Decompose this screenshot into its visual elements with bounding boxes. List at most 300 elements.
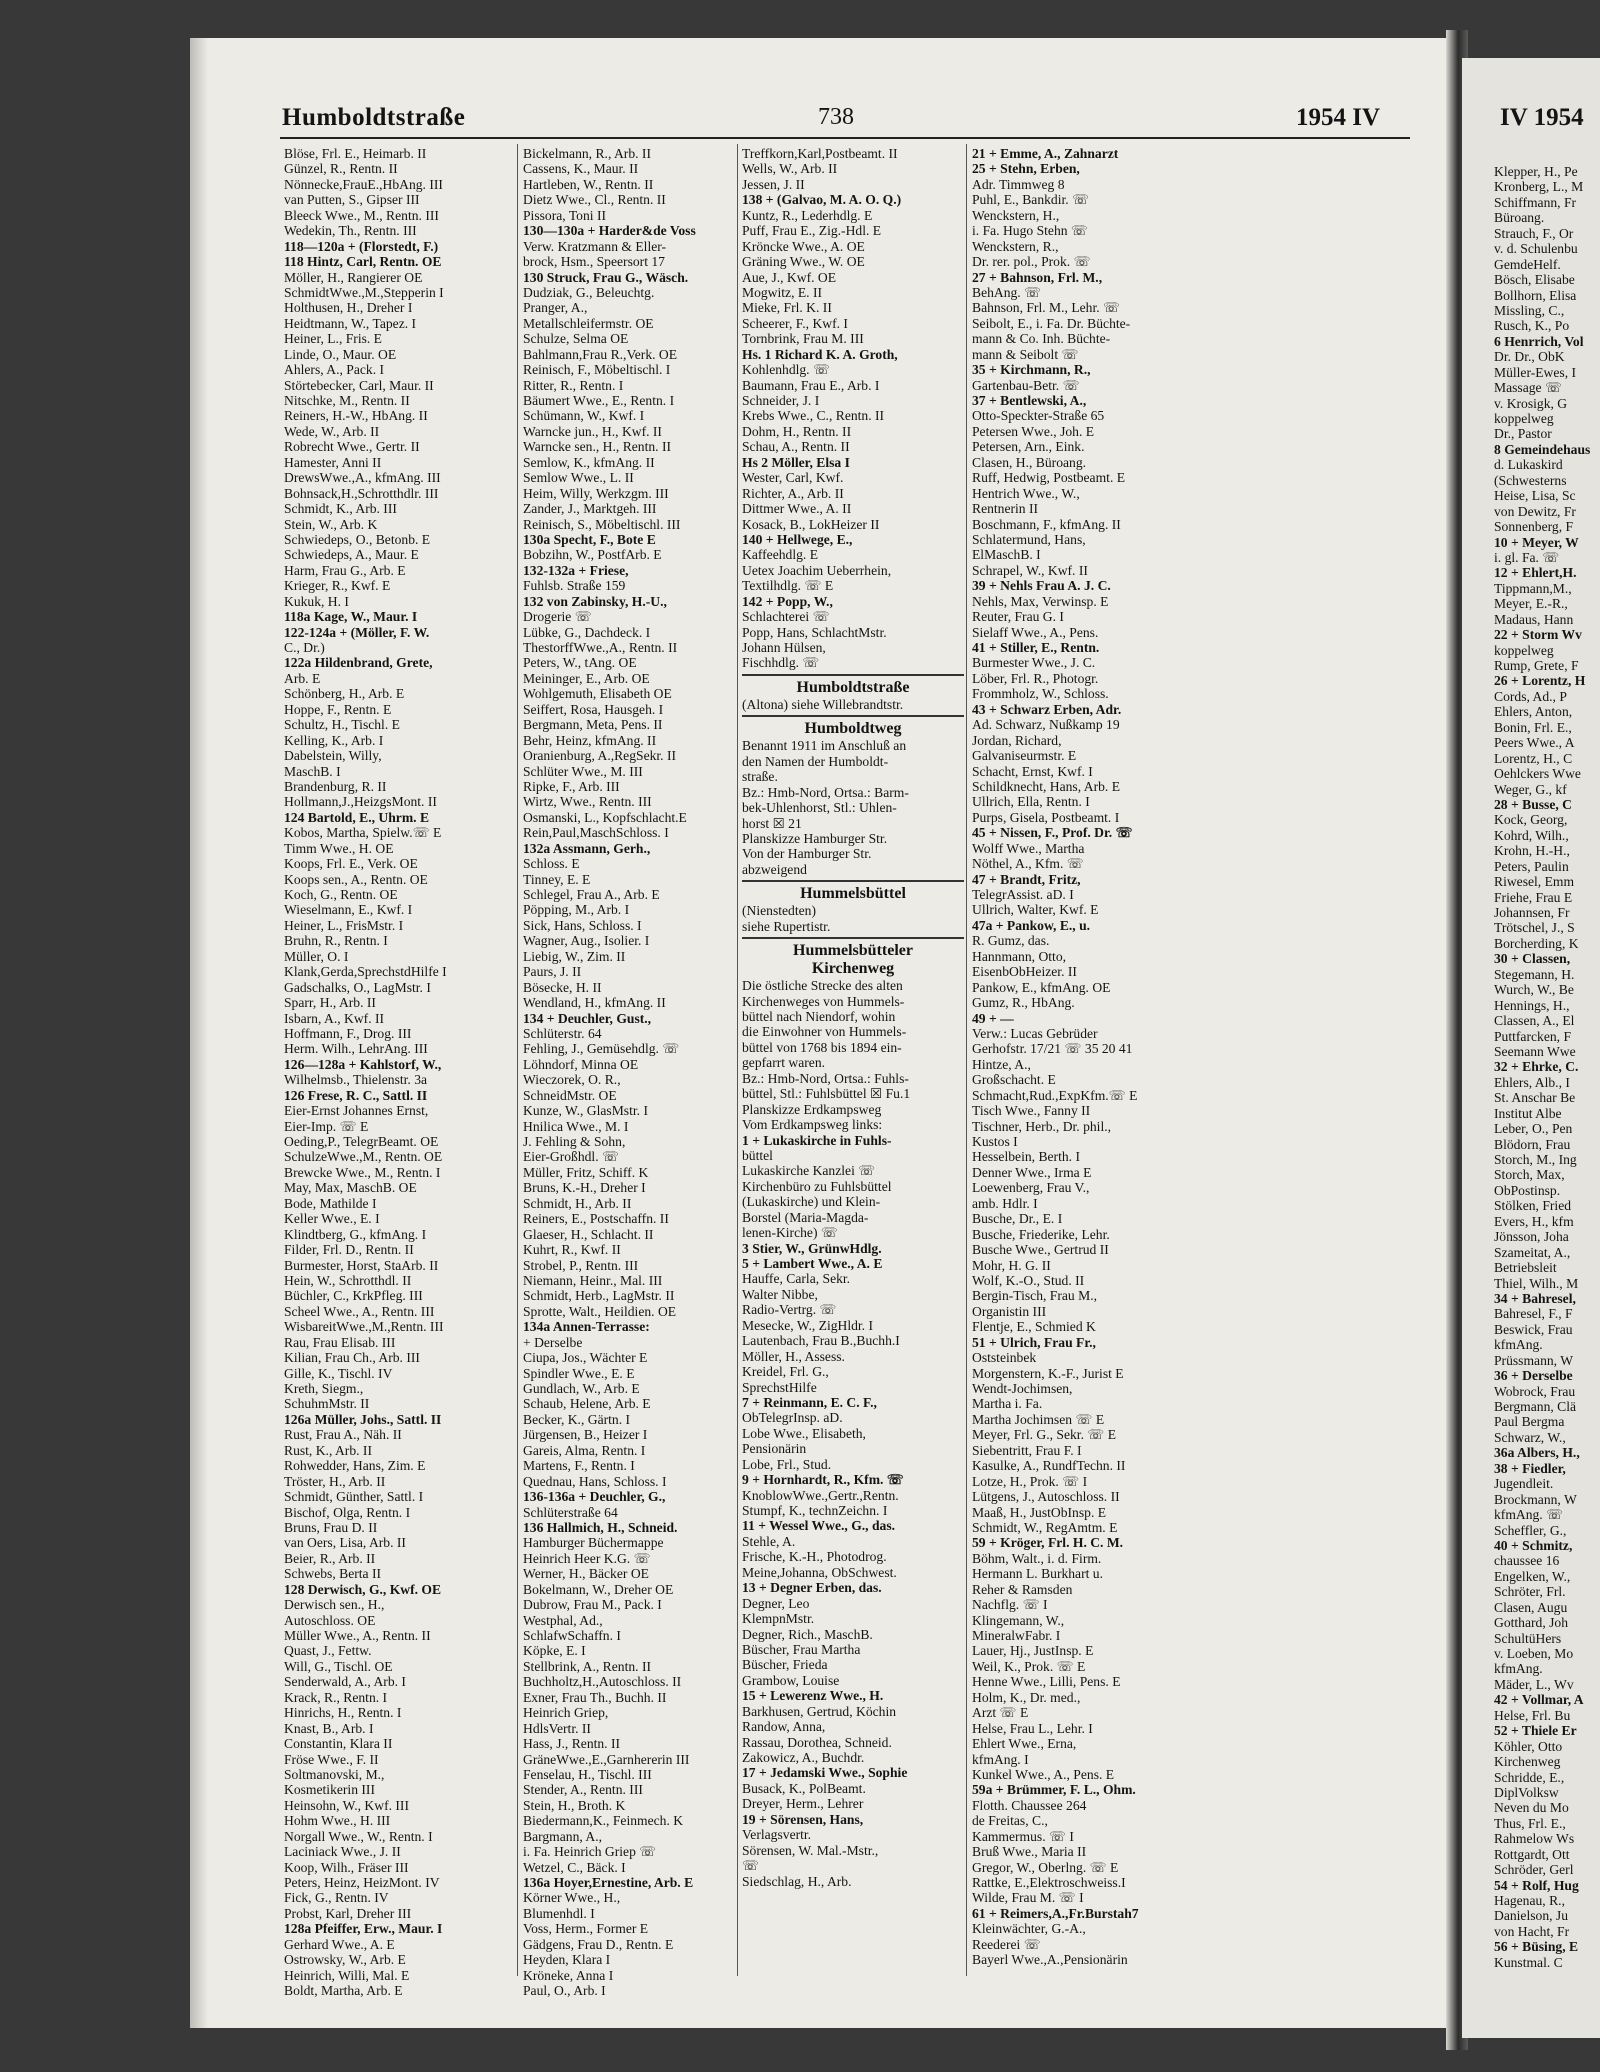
directory-entry: Stellbrink, A., Rentn. II [523,1658,651,1674]
directory-entry: Werner, H., Bäcker OE [523,1566,649,1582]
directory-entry: Kosmetikerin III [284,1782,375,1798]
directory-entry: Hass, J., Rentn. II [523,1736,621,1752]
directory-entry: Hennings, H., [1494,997,1570,1013]
directory-entry: Beswick, Frau [1494,1321,1573,1337]
directory-entry: Kukuk, H. I [284,593,349,609]
directory-entry: Sick, Hans, Schloss. I [523,917,642,933]
directory-entry: Schau, A., Rentn. II [742,439,850,455]
directory-entry: Bobzihn, W., PostfArb. E [523,547,662,563]
directory-entry: Warncke jun., H., Kwf. II [523,423,662,439]
directory-entry: Stölken, Fried [1494,1198,1572,1214]
directory-entry: Kilian, Frau Ch., Arb. III [284,1350,420,1366]
directory-entry: Schümann, W., Kwf. I [523,408,645,424]
directory-entry: Heinrich, Willi, Mal. E [284,1967,410,1983]
directory-entry: lenen-Kirche) ☏ [742,1225,838,1241]
directory-entry: Scheerer, F., Kwf. I [742,315,848,331]
directory-entry: Kirchenweges von Hummels- [742,993,905,1009]
directory-entry: Arzt ☏ E [972,1705,1029,1721]
directory-entry: Schrapel, W., Kwf. II [972,562,1088,578]
directory-entry: Dudziak, G., Beleuchtg. [523,284,655,300]
directory-entry: Fenselau, H., Tischl. III [523,1766,652,1782]
directory-entry: Blödorn, Frau [1494,1136,1571,1152]
directory-entry: 40 + Schmitz, [1494,1537,1573,1553]
directory-entry: Wirtz, Wwe., Rentn. III [523,794,652,810]
directory-entry: 136 Hallmich, H., Schneid. [523,1519,678,1535]
directory-entry: Exner, Frau Th., Buchh. II [523,1689,667,1705]
directory-entry: von Hacht, Fr [1494,1923,1570,1939]
directory-entry: SchultüHers [1494,1630,1562,1646]
directory-entry: DrewsWwe.,A., kfmAng. III [284,470,441,486]
directory-entry: Probst, Karl, Dreher III [284,1905,412,1921]
directory-entry: Schridde, E., [1494,1769,1565,1785]
directory-entry: SprechstHilfe [742,1379,817,1395]
directory-entry: Grambow, Louise [742,1672,840,1688]
directory-entry: 13 + Degner Erben, das. [742,1580,882,1596]
directory-entry: Gerhard Wwe., A. E [284,1936,395,1952]
directory-entry: Buchholtz,H.,Autoschloss. II [523,1674,682,1690]
directory-entry: Bleeck Wwe., M., Rentn. III [284,207,439,223]
directory-entry: Jürgensen, B., Heizer I [523,1427,648,1443]
directory-entry: Isbarn, A., Kwf. II [284,1010,385,1026]
section-heading: Hummelsbüttel [800,885,906,903]
directory-entry: Schmidt, Günther, Sattl. I [284,1489,424,1505]
directory-entry: Hohm Wwe., H. III [284,1813,391,1829]
directory-entry: Koops sen., A., Rentn. OE [284,871,428,887]
directory-entry: Betriebsleit [1494,1260,1557,1276]
directory-entry: Behr, Heinz, kfmAng. II [523,732,657,748]
directory-entry: Kunkel Wwe., A., Pens. E [972,1766,1115,1782]
directory-entry: Tinney, E. E [523,871,591,887]
section-rule [742,674,964,676]
directory-entry: Koops, Frl. E., Verk. OE [284,856,418,872]
directory-entry: Pissora, Toni II [523,207,607,223]
directory-entry: Wurch, W., Be [1494,982,1574,998]
directory-entry: Ullrich, Walter, Kwf. E [972,902,1099,918]
directory-entry: 132a Assmann, Gerh., [523,840,651,856]
directory-entry: Barkhusen, Gertrud, Köchin [742,1703,897,1719]
directory-entry: Paul Bergma [1494,1414,1565,1430]
directory-entry: May, Max, MaschB. OE [284,1180,417,1196]
directory-entry: Dr. rer. pol., Prok. ☏ [972,254,1091,270]
directory-entry: Paul, O., Arb. I [523,1983,606,1999]
directory-entry: Stein, W., Arb. K [284,516,378,532]
directory-entry: 138 + (Galvao, M. A. O. Q.) [742,192,902,208]
directory-entry: R. Gumz, das. [972,933,1050,949]
directory-entry: Reiners, E., Postschaffn. II [523,1211,669,1227]
directory-entry: Meyer, Frl. G., Sekr. ☏ E [972,1427,1117,1443]
directory-entry: Derwisch sen., H., [284,1597,385,1613]
directory-entry: C., Dr.) [284,640,325,655]
directory-entry: Peters, W., tAng. OE [523,655,637,671]
directory-entry: Krack, R., Rentn. I [284,1689,388,1705]
directory-entry: Schönberg, H., Arb. E [284,686,405,702]
directory-entry: mann & Seibolt ☏ [972,346,1079,362]
directory-entry: Dr., Pastor [1494,426,1552,442]
directory-entry: Classen, A., El [1494,1013,1575,1029]
directory-entry: straße. [742,769,778,785]
directory-entry: Popp, Hans, SchlachtMstr. [742,624,887,640]
directory-entry: Rohwedder, Hans, Zim. E [284,1458,426,1474]
directory-entry: 122-124a + (Möller, F. W. [284,624,430,640]
directory-entry: Strobel, P., Rentn. III [523,1257,639,1273]
directory-entry: Günzel, R., Rentn. II [284,161,398,177]
directory-entry: Rusch, K., Po [1494,318,1570,334]
directory-entry: Peters, Heinz, HeizMont. IV [284,1875,440,1890]
directory-entry: Robrecht Wwe., Gertr. II [284,439,420,455]
directory-entry: Köpke, E. I [523,1643,586,1659]
directory-entry: v. Krosigk, G [1494,395,1568,411]
directory-entry: ElMaschB. I [972,547,1041,563]
directory-entry: i. Fa. Hugo Stehn ☏ [972,223,1088,239]
directory-entry: 6 Henrrich, Vol [1494,333,1584,349]
directory-entry: Müller, O. I [284,948,349,964]
directory-entry: Störtebecker, Carl, Maur. II [284,377,434,393]
directory-entry: Wenckstern, R., [972,238,1059,254]
directory-entry: Degner, Leo [742,1595,810,1611]
directory-entry: Cords, Ad., P [1494,688,1567,704]
directory-entry: Kirchenbüro zu Fuhlsbüttel [742,1178,892,1194]
directory-entry: Die östliche Strecke des alten [742,978,903,994]
directory-entry: Kaffeehdlg. E [742,547,818,563]
directory-entry: 126a Müller, Johs., Sattl. II [284,1411,442,1427]
directory-entry: Hartleben, W., Rentn. II [523,176,654,192]
directory-entry: Martha Jochimsen ☏ E [972,1411,1105,1427]
directory-entry: 126 Frese, R. C., Sattl. II [284,1087,428,1103]
column-divider [966,144,967,1976]
directory-entry: Niemann, Heinr., Mal. III [523,1272,663,1288]
directory-entry: Purps, Gisela, Postbeamt. I [972,809,1120,825]
directory-entry: Liebig, W., Zim. II [523,948,626,964]
directory-entry: Peers Wwe., A [1494,735,1575,751]
section-heading: Hummelsbütteler [793,942,913,960]
directory-entry: Wieselmann, E., Kwf. I [284,902,413,918]
directory-entry: siehe Rupertistr. [742,918,831,934]
directory-entry: von Dewitz, Fr [1494,503,1576,519]
directory-entry: Heinrich Griep, [523,1705,609,1721]
directory-entry: 22 + Storm Wv [1494,627,1582,643]
directory-entry: Madaus, Hann [1494,611,1574,627]
directory-entry: Fischhdlg. ☏ [742,655,820,671]
directory-entry: 3 Stier, W., GrünwHdlg. [742,1240,882,1256]
directory-entry: SchlafwSchaffn. I [523,1628,621,1643]
directory-entry: 61 + Reimers,A.,Fr.Burstah7 [972,1905,1139,1921]
directory-entry: Wester, Carl, Kwf. [742,470,844,486]
directory-entry: Timm Wwe., H. OE [284,840,394,856]
directory-entry: Verlagsvertr. [742,1827,812,1843]
directory-entry: Rassau, Dorothea, Schneid. [742,1734,892,1750]
directory-entry: 36a Albers, H., [1494,1445,1580,1461]
directory-entry: Hoffmann, F., Drog. III [284,1025,412,1041]
directory-entry: Klindtberg, G., kfmAng. I [284,1226,427,1242]
directory-entry: 56 + Büsing, E [1494,1939,1579,1955]
directory-entry: gepfarrt waren. [742,1055,826,1071]
directory-entry: Bokelmann, W., Dreher OE [523,1581,674,1597]
directory-entry: Storch, M., Ing [1494,1152,1577,1167]
directory-entry: Heim, Willy, Werkzgm. III [523,485,669,501]
directory-entry: Tornbrink, Frau M. III [742,331,864,347]
directory-entry: Bz.: Hmb-Nord, Ortsa.: Fuhls- [742,1070,909,1086]
section-heading: Humboldtstraße [796,678,910,696]
directory-entry: KnoblowWwe.,Gertr.,Rentn. [742,1487,899,1503]
directory-entry: Tippmann,M., [1494,580,1572,596]
directory-entry: 34 + Bahresel, [1494,1290,1576,1306]
directory-entry: Stein, H., Broth. K [523,1797,626,1813]
directory-entry: Clasen, Augu [1494,1599,1568,1615]
directory-entry: Ruff, Hedwig, Postbeamt. E [972,470,1126,486]
directory-entry: Ostrowsky, W., Arb. E [284,1952,406,1968]
directory-entry: Sprotte, Walt., Heildien. OE [523,1303,677,1319]
directory-entry: amb. Hdlr. I [972,1195,1038,1211]
directory-entry: Hollmann,J.,HeizgsMont. II [284,794,437,810]
directory-entry: Müller Wwe., A., Rentn. II [284,1628,431,1643]
directory-entry: abzweigend [742,861,807,877]
directory-entry: Bahresel, F., F [1494,1306,1573,1322]
directory-entry: Helse, Frau L., Lehr. I [972,1720,1093,1736]
directory-entry: Bz.: Hmb-Nord, Ortsa.: Barm- [742,784,909,800]
directory-entry: Kunstmal. C [1494,1954,1563,1970]
directory-entry: SchulzeWwe.,M., Rentn. OE [284,1149,443,1165]
directory-entry: Burmester Wwe., J. C. [972,655,1096,671]
directory-entry: Reiners, H.-W., HbAng. II [284,408,428,424]
directory-entry: Adr. Timmweg 8 [972,176,1065,192]
street-heading: Humboldtstraße [282,104,466,131]
directory-column-1 [284,146,506,1999]
directory-entry: den Namen der Humboldt- [742,753,889,769]
directory-entry: Hs. 1 Richard K. A. Groth, [742,346,898,362]
directory-entry: Sonnenberg, F [1494,519,1574,535]
directory-entry: Nöthel, A., Kfm. ☏ [972,856,1084,872]
directory-entry: Tischner, Herb., Dr. phil., [972,1118,1112,1134]
directory-entry: 39 + Nehls Frau A. J. C. [972,578,1111,594]
directory-entry: Pöpping, M., Arb. I [523,902,630,918]
directory-entry: DiplVolksw [1494,1784,1559,1800]
directory-entry: i. Fa. Heinrich Griep ☏ [523,1844,657,1860]
directory-entry: Dr. Dr., ObK [1494,349,1565,365]
directory-entry: Norgall Wwe., W., Rentn. I [284,1828,433,1844]
directory-entry: Kleinwächter, G.-A., [972,1921,1086,1937]
directory-entry: Siebentritt, Frau F. I [972,1442,1082,1458]
directory-entry: büttel, Stl.: Fuhlsbüttel ☒ Fu.1 [742,1086,911,1102]
directory-entry: Rahmelow Ws [1494,1831,1575,1847]
directory-entry: SchneidMstr. OE [523,1087,617,1103]
directory-entry: Rump, Grete, F [1494,658,1579,673]
directory-entry: Hentrich Wwe., W., [972,485,1080,501]
directory-entry: Köhler, Otto [1494,1738,1563,1754]
directory-entry: 124 Bartold, E., Uhrm. E [284,809,430,825]
directory-entry: Dubrow, Frau M., Pack. I [523,1597,662,1613]
directory-entry: Lautenbach, Frau B.,Buchh.I [742,1333,900,1349]
directory-entry: 118 Hintz, Carl, Rentn. OE [284,254,442,270]
directory-entry: Schmidt, K., Arb. III [284,501,397,517]
directory-entry: Bonin, Frl. E., [1494,719,1572,735]
directory-entry: Dreyer, Herm., Lehrer [742,1796,864,1812]
directory-entry: Holm, K., Dr. med., [972,1689,1081,1705]
directory-entry: Lorentz, H., C [1494,750,1573,766]
directory-entry: Lobe, Frl., Stud. [742,1456,832,1472]
directory-entry: Schmidt, H., Arb. II [523,1195,632,1211]
directory-entry: Hannmann, Otto, [972,948,1067,964]
directory-entry: Boschmann, F., kfmAng. II [972,516,1121,532]
directory-entry: Will, G., Tischl. OE [284,1658,393,1674]
directory-entry: ☏ [742,1858,759,1874]
directory-entry: 47 + Brandt, Fritz, [972,871,1081,887]
directory-entry: Kunze, W., GlasMstr. I [523,1103,648,1119]
directory-entry: Dabelstein, Willy, [284,748,382,764]
directory-entry: Rau, Frau Elisab. III [284,1334,396,1350]
directory-entry: Flotth. Chaussee 264 [972,1797,1087,1813]
directory-entry: Reuter, Frau G. I [972,609,1064,625]
directory-entry: Vom Erdkampsweg links: [742,1117,883,1133]
directory-entry: koppelweg [1494,411,1554,426]
directory-entry: Heise, Lisa, Sc [1494,488,1576,504]
directory-entry: Schacht, Ernst, Kwf. I [972,763,1093,779]
directory-entry: Schultz, H., Tischl. E [284,717,400,733]
directory-entry: Busche, Friederike, Lehr. [972,1226,1110,1242]
directory-entry: Westphal, Ad., [523,1612,603,1628]
directory-entry: Rottgardt, Ott [1494,1846,1570,1862]
directory-entry: Meininger, E., Arb. OE [523,670,650,686]
directory-entry: Kohlenhdlg. ☏ [742,362,830,378]
directory-entry: Hauffe, Carla, Sekr. [742,1271,851,1287]
directory-entry: Lukaskirche Kanzlei ☏ [742,1163,876,1179]
directory-entry: Stehle, A. [742,1533,796,1549]
directory-entry: Wetzel, C., Bäck. I [523,1859,626,1875]
directory-entry: (Altona) siehe Willebrandtstr. [742,696,904,712]
directory-entry: 42 + Vollmar, A [1494,1692,1584,1708]
directory-entry: Linde, O., Maur. OE [284,346,397,362]
directory-entry: Hesselbein, Berth. I [972,1149,1080,1165]
directory-entry: 118a Kage, W., Maur. I [284,609,418,625]
directory-entry: 130—130a + Harder&de Voss [523,223,696,239]
directory-entry: Lübke, G., Dachdeck. I [523,624,651,640]
directory-entry: Bahnson, Frl. M., Lehr. ☏ [972,300,1121,316]
directory-entry: TelegrAssist. aD. I [972,887,1074,902]
directory-entry: Ad. Schwarz, Nußkamp 19 [972,717,1120,733]
directory-entry: Lobe Wwe., Elisabeth, [742,1425,866,1441]
directory-entry: Großschacht. E [972,1072,1056,1088]
directory-entry: Reinisch, S., Möbeltischl. III [523,516,681,532]
directory-entry: MineralwFabr. I [972,1628,1061,1643]
directory-entry: büttel [742,1147,773,1163]
directory-entry: v. Loeben, Mo [1494,1646,1574,1661]
directory-entry: Puhl, E., Bankdir. ☏ [972,192,1090,208]
directory-entry: Gille, K., Tischl. IV [284,1365,393,1381]
directory-entry: Denner Wwe., Irma E [972,1164,1092,1180]
directory-entry: Blöse, Frl. E., Heimarb. II [284,146,427,161]
directory-entry: Koch, G., Rentn. OE [284,887,398,902]
directory-entry: kfmAng. ☏ [1494,1507,1564,1523]
directory-entry: Kelling, K., Arb. I [284,732,384,748]
directory-entry: Schlachterei ☏ [742,609,830,625]
directory-entry: Körner Wwe., H., [523,1890,621,1906]
directory-entry: Ahlers, A., Pack. I [284,362,385,378]
directory-entry: Wohlgemuth, Elisabeth OE [523,686,672,702]
directory-entry: Walter Nibbe, [742,1286,818,1302]
directory-entry: Semlow, K., kfmAng. II [523,454,655,470]
directory-entry: Wendt-Jochimsen, [972,1381,1073,1396]
directory-entry: 118—120a + (Florstedt, F.) [284,238,439,254]
directory-entry: Heyden, Klara I [523,1952,611,1968]
directory-entry: Nönnecke,FrauE.,HbAng. III [284,176,443,192]
directory-entry: Hoppe, F., Rentn. E [284,701,392,717]
directory-entry: van Putten, S., Gipser III [284,192,420,208]
directory-entry: Hnilica Wwe., M. I [523,1118,629,1134]
directory-entry: Flentje, E., Schmied K [972,1319,1096,1335]
directory-entry: Beier, R., Arb. II [284,1550,376,1566]
directory-entry: 52 + Thiele Er [1494,1723,1577,1739]
directory-entry: Planskizze Hamburger Str. [742,830,888,846]
directory-entry: Klepper, H., Pe [1494,164,1578,179]
directory-entry: Prüssmann, W [1494,1352,1574,1368]
directory-entry: Frische, K.-H., Photodrog. [742,1549,887,1565]
directory-entry: Storch, Max, [1494,1167,1565,1183]
directory-entry: 11 + Wessel Wwe., G., das. [742,1518,896,1534]
directory-entry: Krebs Wwe., C., Rentn. II [742,408,885,424]
directory-entry: Müller-Ewes, I [1494,364,1577,380]
directory-entry: Schiffmann, Fr [1494,194,1577,210]
directory-entry: Mieke, Frl. K. II [742,300,832,316]
directory-entry: Benannt 1911 im Anschluß an [742,738,907,754]
directory-entry: 54 + Rolf, Hug [1494,1877,1579,1893]
directory-entry: Filder, Frl. D., Rentn. II [284,1242,414,1258]
directory-entry: Wieczorek, O. R., [523,1072,621,1088]
directory-entry: Borcherding, K [1494,935,1579,951]
directory-entry: Soltmanovski, M., [284,1766,385,1782]
directory-entry: Schneider, J. I [742,393,820,408]
directory-entry: Gotthard, Joh [1494,1615,1569,1631]
directory-entry: Galvaniseurmstr. E [972,748,1077,764]
directory-entry: Kröncke Wwe., A. OE [742,238,865,254]
directory-entry: Massage ☏ [1494,380,1562,396]
directory-entry: Ritter, R., Rentn. I [523,377,624,393]
directory-entry: Schmidt, W., RegAmtm. E [972,1519,1118,1535]
directory-entry: Mogwitz, E. II [742,284,823,300]
year-volume: 1954 IV [1296,104,1381,131]
directory-entry: Keller Wwe., E. I [284,1211,380,1227]
directory-entry: Böhm, Walt., i. d. Firm. [972,1550,1102,1566]
directory-entry: Brewcke Wwe., M., Rentn. I [284,1164,441,1180]
directory-entry: Hintze, A., [972,1056,1031,1072]
directory-entry: Leber, O., Pen [1494,1121,1573,1137]
directory-entry: Rust, Frau A., Näh. II [284,1427,402,1443]
directory-entry: Jönsson, Joha [1494,1229,1569,1245]
directory-entry: Cassens, K., Maur. II [523,161,639,177]
directory-entry: Bollhorn, Elisa [1494,287,1577,303]
directory-column-2 [523,146,745,1999]
directory-entry: Sörensen, W. Mal.-Mstr., [742,1842,879,1858]
directory-entry: Gädgens, Frau D., Rentn. E [523,1936,674,1952]
directory-entry: Semlow Wwe., L. II [523,470,634,486]
directory-entry: Eier-Imp. ☏ E [284,1118,369,1134]
directory-entry: 59a + Brümmer, F. L., Ohm. [972,1782,1136,1798]
directory-entry: 10 + Meyer, W [1494,534,1579,550]
directory-entry: Laciniack Wwe., J. II [284,1844,401,1860]
directory-entry: Kustos I [972,1134,1018,1149]
directory-entry: Hermann L. Burkhart u. [972,1566,1103,1582]
directory-entry: Jordan, Richard, [972,732,1062,748]
directory-entry: Bruß Wwe., Maria II [972,1844,1087,1860]
directory-entry: Gadschalks, O., LagMstr. I [284,979,431,995]
directory-entry: EisenbObHeizer. II [972,964,1077,980]
directory-entry: Bäumert Wwe., E., Rentn. I [523,393,675,408]
directory-entry: Ehlert Wwe., Erna, [972,1736,1077,1752]
directory-entry: 45 + Nissen, F., Prof. Dr. ☏ [972,825,1133,841]
directory-entry: Busack, K., PolBeamt. [742,1780,866,1796]
directory-entry: Pensionärin [742,1441,807,1457]
directory-entry: Von der Hamburger Str. [742,846,872,862]
directory-entry: 128 Derwisch, G., Kwf. OE [284,1581,442,1597]
directory-entry: Helse, Frl. Bu [1494,1707,1571,1723]
